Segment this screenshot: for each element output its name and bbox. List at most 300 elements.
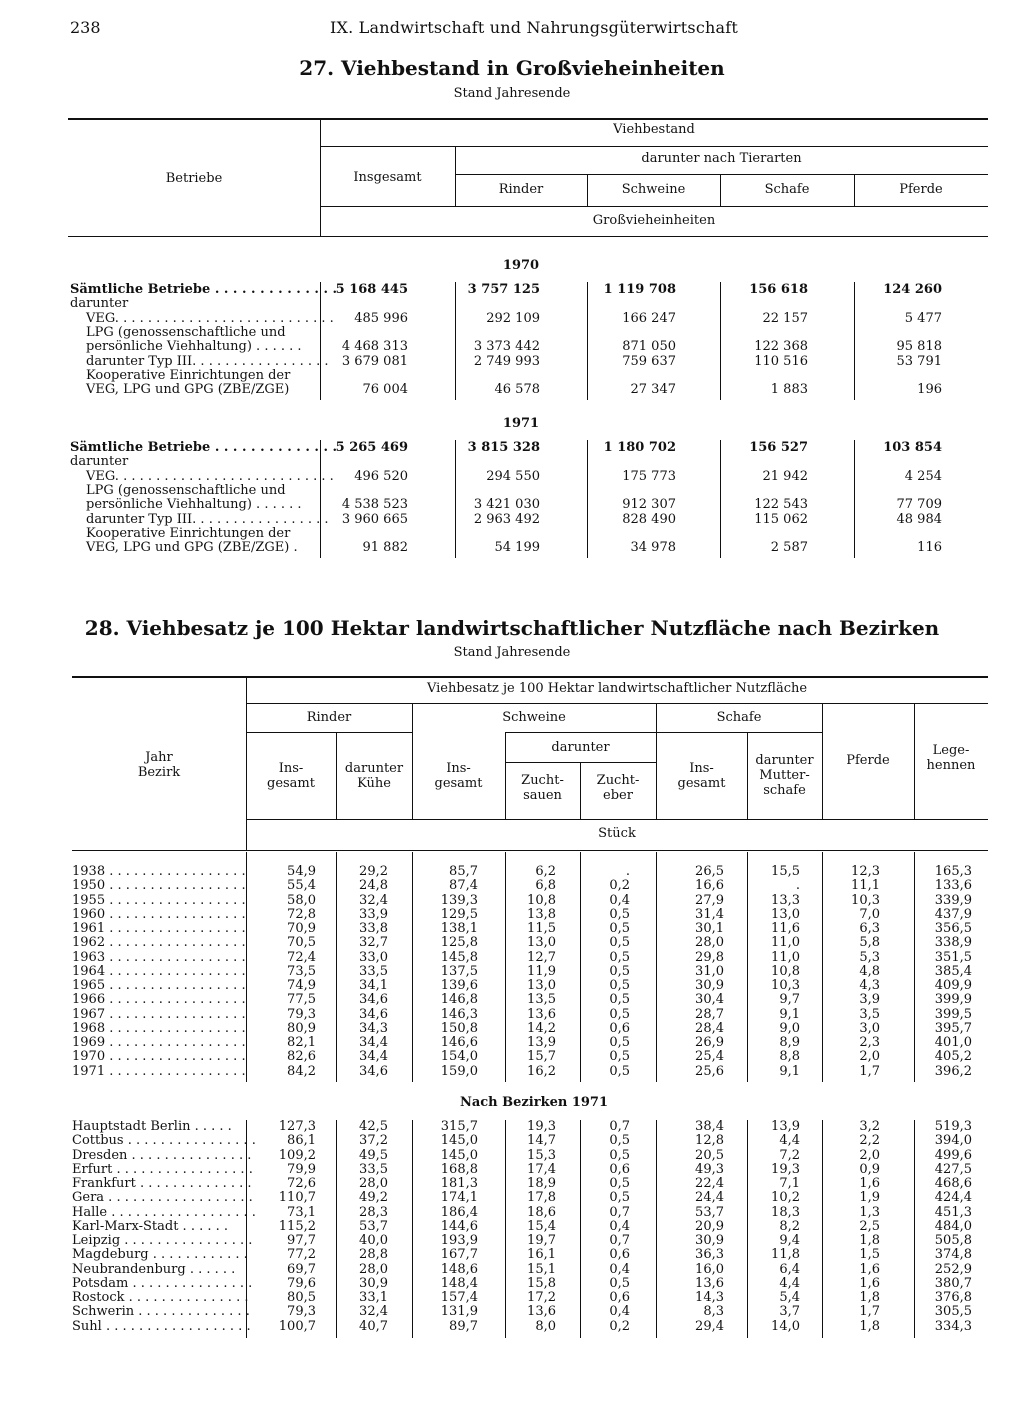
t28-cell: 4,4 [779, 1133, 800, 1149]
t27-cell: 496 520 [354, 468, 408, 484]
t27-row-label: LPG (genossenschaftliche und [86, 324, 286, 340]
t28-cell: 380,7 [934, 1275, 972, 1291]
t28-cell: 13,6 [695, 1275, 724, 1291]
t28-cell: 6,2 [535, 864, 556, 879]
t27-row-label: persönliche Viehhaltung) . . . . . . [86, 339, 302, 355]
t28-cell: 30,9 [359, 1275, 388, 1291]
t28-col-divider [822, 852, 823, 1082]
t28-cell: 28,0 [695, 935, 724, 951]
t28-cell: 80,9 [287, 1020, 316, 1036]
t28-cell: 10,8 [771, 963, 800, 979]
t28-bezirk-label: Magdeburg . . . . . . . . . . . . [72, 1247, 248, 1263]
t28-cell: 34,1 [359, 978, 388, 993]
t28-cell: 315,7 [440, 1119, 478, 1134]
t28-cell: 2,3 [859, 1035, 880, 1050]
t28-h-unit: Stück [598, 826, 636, 841]
t28-year-label: 1964 . . . . . . . . . . . . . . . . . [72, 963, 246, 979]
t28-cell: 49,5 [359, 1147, 388, 1163]
t28-cell: 356,5 [934, 921, 972, 936]
t28-cell: 85,7 [449, 864, 478, 879]
t27-cell: 292 109 [486, 310, 540, 326]
t28-h-schafe-ins1: Ins- [689, 761, 714, 776]
t28-cell: . [625, 864, 630, 879]
t28-cell: 33,0 [359, 949, 388, 965]
t27-cell: 21 942 [762, 468, 808, 484]
t27-h-schweine: Schweine [621, 182, 686, 197]
t28-cell: 20,5 [695, 1147, 724, 1163]
t28-cell: 193,9 [440, 1233, 478, 1248]
t28-cell: 394,0 [934, 1133, 972, 1149]
t27-row-label: darunter [70, 454, 129, 470]
t28-cell: 100,7 [278, 1318, 316, 1334]
t28-cell: 145,0 [440, 1133, 478, 1149]
t28-bezirk-label: Leipzig . . . . . . . . . . . . . . . . [72, 1233, 253, 1248]
t27-cell: 1 180 702 [603, 440, 676, 455]
t28-cell: 32,4 [359, 892, 388, 908]
t27-cell: 54 199 [494, 540, 540, 556]
t28-cell: 138,1 [440, 921, 478, 936]
t28-cell: 72,6 [287, 1176, 316, 1191]
t28-cell: 53,7 [695, 1204, 724, 1220]
t28-cell: 396,2 [934, 1063, 972, 1079]
t28-cell: 139,6 [440, 978, 478, 993]
t28-cell: 1,8 [859, 1318, 880, 1334]
t28-h-sauen1: Zucht- [521, 773, 564, 788]
t28-cell: 148,6 [440, 1261, 478, 1277]
t27-h-rinder: Rinder [498, 182, 544, 197]
t28-cell: 399,5 [934, 1006, 972, 1022]
t28-bezirk-label: Potsdam . . . . . . . . . . . . . . . [72, 1275, 253, 1291]
t28-cell: 28,4 [695, 1020, 724, 1036]
t28-h-sauen2: sauen [523, 788, 562, 803]
chapter-title: IX. Landwirtschaft und Nahrungsgüterwirtschaft [330, 18, 738, 37]
t28-cell: 0,5 [609, 935, 630, 951]
t28-cell: 0,5 [609, 1147, 630, 1163]
t28-h-schweine-ins2: gesamt [434, 776, 483, 791]
t28-cell: 9,4 [779, 1233, 800, 1248]
t28-cell: 181,3 [440, 1176, 478, 1191]
t27-cell: 103 854 [883, 440, 942, 455]
t27-cell: 34 978 [630, 540, 676, 556]
t27-cell: 871 050 [622, 339, 676, 355]
t28-year-label: 1938 . . . . . . . . . . . . . . . . . [72, 864, 246, 879]
t28-cell: 97,7 [287, 1233, 316, 1248]
t28-cell: 34,4 [359, 1049, 388, 1065]
t28-cell: 154,0 [440, 1049, 478, 1065]
t27-year-1971: 1971 [502, 416, 540, 431]
t28-cell: 13,8 [527, 906, 556, 922]
t28-cell: 34,6 [359, 1063, 388, 1079]
t28-cell: 144,6 [440, 1218, 478, 1234]
t28-cell: 1,6 [859, 1261, 880, 1277]
t28-cell: 0,5 [609, 1035, 630, 1050]
t27-h-insgesamt: Insgesamt [353, 170, 422, 185]
t28-cell: 0,6 [609, 1247, 630, 1263]
t27-cell: 156 527 [749, 440, 808, 455]
t28-cell: 374,8 [934, 1247, 972, 1263]
t28-cell: 7,2 [779, 1147, 800, 1163]
t28-cell: 9,7 [779, 992, 800, 1008]
t28-cell: 38,4 [695, 1119, 724, 1134]
t28-cell: 519,3 [934, 1119, 972, 1134]
t28-cell: 424,4 [934, 1190, 972, 1206]
table28-title: 28. Viehbesatz je 100 Hektar landwirtschaftlicher Nutzfläche nach Bezirken [84, 616, 940, 640]
t27-cell: 115 062 [754, 511, 808, 527]
t28-cell: 1,8 [859, 1290, 880, 1305]
t28-cell: 12,8 [695, 1133, 724, 1149]
t28-cell: 167,7 [440, 1247, 478, 1263]
t28-cell: 25,4 [695, 1049, 724, 1065]
table28-subtitle: Stand Jahresende [453, 645, 571, 660]
t28-cell: 54,9 [287, 864, 316, 879]
t28-cell: 89,7 [449, 1318, 478, 1334]
t28-cell: 11,6 [771, 921, 800, 936]
t28-cell: 17,4 [527, 1161, 556, 1177]
t27-cell: 156 618 [749, 282, 808, 297]
t27-cell: 122 368 [754, 339, 808, 355]
t27-h-unit: Großvieheinheiten [592, 213, 716, 228]
t28-bezirk-label: Erfurt . . . . . . . . . . . . . . . . . [72, 1161, 253, 1177]
t28-h-mutter1: darunter [755, 753, 814, 768]
t27-row-label: darunter Typ III. . . . . . . . . . . . . . . . . [86, 511, 329, 527]
t28-cell: 8,3 [703, 1304, 724, 1320]
t28-cell: 26,5 [695, 864, 724, 879]
t28-cell: 8,9 [779, 1035, 800, 1050]
t28-cell: 10,3 [851, 892, 880, 908]
t27-cell: 48 984 [896, 511, 942, 527]
t28-cell: 84,2 [287, 1063, 316, 1079]
t28-cell: 0,4 [609, 1261, 630, 1277]
t28-cell: 148,4 [440, 1275, 478, 1291]
t28-cell: 19,3 [527, 1119, 556, 1134]
t28-cell: 1,3 [859, 1204, 880, 1220]
t28-cell: 395,7 [934, 1020, 972, 1036]
t28-cell: 6,3 [859, 921, 880, 936]
t28-cell: 15,4 [527, 1218, 556, 1234]
t28-cell: 6,4 [779, 1261, 800, 1277]
t28-cell: 14,7 [527, 1133, 556, 1149]
t27-cell: 53 791 [896, 353, 942, 369]
t28-cell: 40,7 [359, 1318, 388, 1334]
t27-row-label: VEG, LPG und GPG (ZBE/ZGE) . [86, 540, 298, 556]
t28-cell: 58,0 [287, 892, 316, 908]
t27-row-label: VEG. . . . . . . . . . . . . . . . . . . . . . . . . . . [86, 468, 334, 484]
t28-h-bezirk: Bezirk [137, 765, 181, 780]
t28-cell: 73,5 [287, 963, 316, 979]
t28-cell: 15,5 [771, 864, 800, 879]
t28-cell: 70,9 [287, 921, 316, 936]
t28-cell: 19,3 [771, 1161, 800, 1177]
t28-cell: 49,2 [359, 1190, 388, 1206]
t28-cell: 79,6 [287, 1275, 316, 1291]
t28-cell: 451,3 [934, 1204, 972, 1220]
t27-row-label: darunter [70, 296, 129, 312]
t28-cell: 468,6 [934, 1176, 972, 1191]
t28-h-lege2: hennen [926, 758, 976, 773]
t28-year-label: 1965 . . . . . . . . . . . . . . . . . [72, 978, 246, 993]
t28-cell: 0,5 [609, 1190, 630, 1206]
t28-col-divider [747, 1120, 748, 1338]
t28-cell: 145,8 [440, 949, 478, 965]
t28-cell: 339,9 [934, 892, 972, 908]
t28-cell: 137,5 [440, 963, 478, 979]
t28-cell: 0,5 [609, 1049, 630, 1065]
t28-cell: 0,7 [609, 1233, 630, 1248]
t28-cell: 31,4 [695, 906, 724, 922]
t28-cell: 13,9 [527, 1035, 556, 1050]
t28-cell: 17,2 [527, 1290, 556, 1305]
t28-cell: 16,0 [695, 1261, 724, 1277]
t28-cell: 3,7 [779, 1304, 800, 1320]
t27-cell: 76 004 [362, 382, 408, 398]
t27-cell: 5 265 469 [335, 440, 408, 455]
t28-bezirk-label: Frankfurt . . . . . . . . . . . . . . [72, 1176, 252, 1191]
t28-cell: 499,6 [934, 1147, 972, 1163]
t27-row-label: Sämtliche Betriebe . . . . . . . . . . . . . . [70, 282, 338, 297]
t27-cell: 5 168 445 [335, 282, 408, 297]
t28-cell: 9,1 [779, 1063, 800, 1079]
t27-year-1970: 1970 [502, 258, 540, 273]
t28-cell: 252,9 [934, 1261, 972, 1277]
t28-cell: 80,5 [287, 1290, 316, 1305]
t27-cell: 3 960 665 [341, 511, 408, 527]
t28-bezirk-label: Neubrandenburg . . . . . . [72, 1261, 236, 1277]
t28-cell: 2,0 [859, 1049, 880, 1065]
t28-cell: 338,9 [934, 935, 972, 951]
t28-cell: 33,8 [359, 921, 388, 936]
t28-cell: 18,3 [771, 1204, 800, 1220]
t27-row-label: darunter Typ III. . . . . . . . . . . . . . . . . [86, 353, 329, 369]
t28-cell: 40,0 [359, 1233, 388, 1248]
t28-cell: 72,8 [287, 906, 316, 922]
t28-cell: 0,5 [609, 1133, 630, 1149]
t27-h-schafe: Schafe [764, 182, 810, 197]
t27-cell: 110 516 [754, 353, 808, 369]
t28-cell: 25,6 [695, 1063, 724, 1079]
t28-cell: 27,9 [695, 892, 724, 908]
t28-cell: 115,2 [278, 1218, 316, 1234]
t27-cell: 4 468 313 [341, 339, 408, 355]
t28-cell: 351,5 [934, 949, 972, 965]
t28-h-darunter: darunter [551, 740, 610, 755]
t28-col-divider [747, 852, 748, 1082]
t28-cell: 24,4 [695, 1190, 724, 1206]
t28-cell: 3,5 [859, 1006, 880, 1022]
t28-h-rinder-ins2: gesamt [267, 776, 315, 791]
t28-cell: 28,0 [359, 1176, 388, 1191]
t28-cell: 32,7 [359, 935, 388, 951]
t28-cell: 146,8 [440, 992, 478, 1008]
t27-row-label: Kooperative Einrichtungen der [86, 367, 291, 383]
t28-cell: 1,8 [859, 1233, 880, 1248]
t28-cell: 131,9 [440, 1304, 478, 1320]
t28-cell: 74,9 [287, 978, 316, 993]
t28-cell: 49,3 [695, 1161, 724, 1177]
t28-cell: 0,5 [609, 992, 630, 1008]
t28-cell: 0,6 [609, 1161, 630, 1177]
t28-cell: 7,1 [779, 1176, 800, 1191]
table27-title: 27. Viehbestand in Großvieheinheiten [299, 56, 725, 80]
t27-row-label: LPG (genossenschaftliche und [86, 482, 286, 498]
t28-cell: 505,8 [934, 1233, 972, 1248]
t28-cell: 0,5 [609, 1006, 630, 1022]
t28-cell: 34,6 [359, 992, 388, 1008]
t28-bezirk-label: Halle . . . . . . . . . . . . . . . . . . [72, 1204, 256, 1220]
t28-cell: 14,3 [695, 1290, 724, 1305]
t27-cell: 196 [917, 382, 942, 398]
t28-cell: 385,4 [934, 963, 972, 979]
t28-cell: 19,7 [527, 1233, 556, 1248]
t28-cell: 0,2 [609, 1318, 630, 1334]
t28-bezirk-label: Suhl . . . . . . . . . . . . . . . . . . [72, 1318, 251, 1334]
t28-year-label: 1967 . . . . . . . . . . . . . . . . . [72, 1006, 246, 1022]
t28-cell: 16,1 [527, 1247, 556, 1263]
t28-cell: 159,0 [440, 1063, 478, 1079]
t28-cell: 8,2 [779, 1218, 800, 1234]
t28-cell: 0,5 [609, 1063, 630, 1079]
t28-h-eber2: eber [603, 788, 633, 803]
t28-cell: 10,3 [771, 978, 800, 993]
t27-cell: 22 157 [762, 310, 808, 326]
t28-cell: 7,0 [859, 906, 880, 922]
t28-cell: 0,2 [609, 878, 630, 894]
t28-cell: 79,9 [287, 1161, 316, 1177]
t28-cell: 33,5 [359, 963, 388, 979]
t28-cell: 53,7 [359, 1218, 388, 1234]
t28-col-divider [822, 1120, 823, 1338]
t28-cell: 376,8 [934, 1290, 972, 1305]
t28-year-label: 1960 . . . . . . . . . . . . . . . . . [72, 906, 246, 922]
t28-cell: 0,9 [859, 1161, 880, 1177]
t28-cell: 79,3 [287, 1006, 316, 1022]
t28-cell: 12,3 [851, 864, 880, 879]
t28-h-pferde: Pferde [846, 753, 890, 768]
t28-cell: 15,8 [527, 1275, 556, 1291]
t28-year-label: 1950 . . . . . . . . . . . . . . . . . [72, 878, 246, 894]
t28-col-divider [505, 852, 506, 1082]
t28-cell: 1,5 [859, 1247, 880, 1263]
t28-cell: 127,3 [278, 1119, 316, 1134]
t28-cell: 30,9 [695, 1233, 724, 1248]
t28-cell: . [795, 878, 800, 894]
t28-cell: 16,2 [527, 1063, 556, 1079]
t28-col-divider [412, 852, 413, 1082]
t28-cell: 18,9 [527, 1176, 556, 1191]
t28-h-lege1: Lege- [932, 743, 970, 758]
t28-col-divider [656, 852, 657, 1082]
t28-cell: 133,6 [934, 878, 972, 894]
t28-cell: 129,5 [440, 906, 478, 922]
t28-cell: 20,9 [695, 1218, 724, 1234]
t27-cell: 91 882 [362, 540, 408, 556]
t28-h-jahr: Jahr [145, 750, 173, 765]
t28-cell: 5,8 [859, 935, 880, 951]
t28-cell: 186,4 [440, 1204, 478, 1220]
t27-cell: 1 119 708 [603, 282, 676, 297]
t28-cell: 10,2 [771, 1190, 800, 1206]
t28-year-label: 1963 . . . . . . . . . . . . . . . . . [72, 949, 246, 965]
t28-cell: 34,3 [359, 1020, 388, 1036]
t28-cell: 3,2 [859, 1119, 880, 1134]
t28-cell: 28,8 [359, 1247, 388, 1263]
t28-cell: 24,8 [359, 878, 388, 894]
t28-cell: 34,4 [359, 1035, 388, 1050]
t28-cell: 16,6 [695, 878, 724, 894]
t28-cell: 11,0 [771, 935, 800, 951]
t28-cell: 17,8 [527, 1190, 556, 1206]
t28-h-eber1: Zucht- [596, 773, 640, 788]
t28-cell: 125,8 [440, 935, 478, 951]
t28-cell: 150,8 [440, 1020, 478, 1036]
t28-h-schafe: Schafe [716, 710, 762, 725]
t28-year-label: 1970 . . . . . . . . . . . . . . . . . [72, 1049, 246, 1065]
t28-cell: 2,5 [859, 1218, 880, 1234]
t28-cell: 0,5 [609, 949, 630, 965]
t28-cell: 4,8 [859, 963, 880, 979]
t27-cell: 3 421 030 [473, 497, 540, 513]
t28-cell: 30,1 [695, 921, 724, 936]
t27-cell: 3 679 081 [341, 353, 408, 369]
t28-cell: 0,6 [609, 1290, 630, 1305]
t28-cell: 334,3 [934, 1318, 972, 1334]
t28-cell: 42,5 [359, 1119, 388, 1134]
t28-cell: 10,8 [527, 892, 556, 908]
t28-cell: 13,0 [527, 935, 556, 951]
t27-cell: 3 757 125 [467, 282, 540, 297]
t28-cell: 86,1 [287, 1133, 316, 1149]
t28-cell: 401,0 [934, 1035, 972, 1050]
t27-cell: 759 637 [622, 353, 676, 369]
t28-cell: 13,0 [527, 978, 556, 993]
t28-cell: 73,1 [287, 1204, 316, 1220]
t27-cell: 46 578 [494, 382, 540, 398]
t28-cell: 13,5 [527, 992, 556, 1008]
t27-cell: 4 254 [904, 468, 942, 484]
t27-cell: 294 550 [486, 468, 540, 484]
t28-cell: 55,4 [287, 878, 316, 894]
t27-cell: 3 815 328 [467, 440, 540, 455]
t28-cell: 37,2 [359, 1133, 388, 1149]
t28-h-mutter3: schafe [763, 783, 806, 798]
t28-cell: 5,4 [779, 1290, 800, 1305]
t28-cell: 1,6 [859, 1275, 880, 1291]
t28-cell: 305,5 [934, 1304, 972, 1320]
t28-cell: 0,4 [609, 1218, 630, 1234]
t28-cell: 28,7 [695, 1006, 724, 1022]
t27-cell: 166 247 [622, 310, 676, 326]
t27-row-label: VEG. . . . . . . . . . . . . . . . . . . . . . . . . . . [86, 310, 334, 326]
t28-cell: 69,7 [287, 1261, 316, 1277]
t28-year-label: 1968 . . . . . . . . . . . . . . . . . [72, 1020, 246, 1036]
t28-cell: 33,5 [359, 1161, 388, 1177]
t28-cell: 87,4 [449, 878, 478, 894]
t28-year-label: 1969 . . . . . . . . . . . . . . . . . [72, 1035, 246, 1050]
t27-cell: 1 883 [770, 382, 808, 398]
t27-cell: 3 373 442 [473, 339, 540, 355]
t27-cell: 828 490 [622, 511, 676, 527]
t28-cell: 28,3 [359, 1204, 388, 1220]
t28-cell: 157,4 [440, 1290, 478, 1305]
t28-cell: 405,2 [934, 1049, 972, 1065]
t28-cell: 22,4 [695, 1176, 724, 1191]
t28-cell: 0,4 [609, 892, 630, 908]
t27-cell: 116 [917, 540, 942, 556]
t27-cell: 77 709 [896, 497, 942, 513]
t28-cell: 18,6 [527, 1204, 556, 1220]
t27-cell: 2 963 492 [473, 511, 540, 527]
t28-col-divider [505, 1120, 506, 1338]
t28-col-divider [246, 852, 247, 1082]
